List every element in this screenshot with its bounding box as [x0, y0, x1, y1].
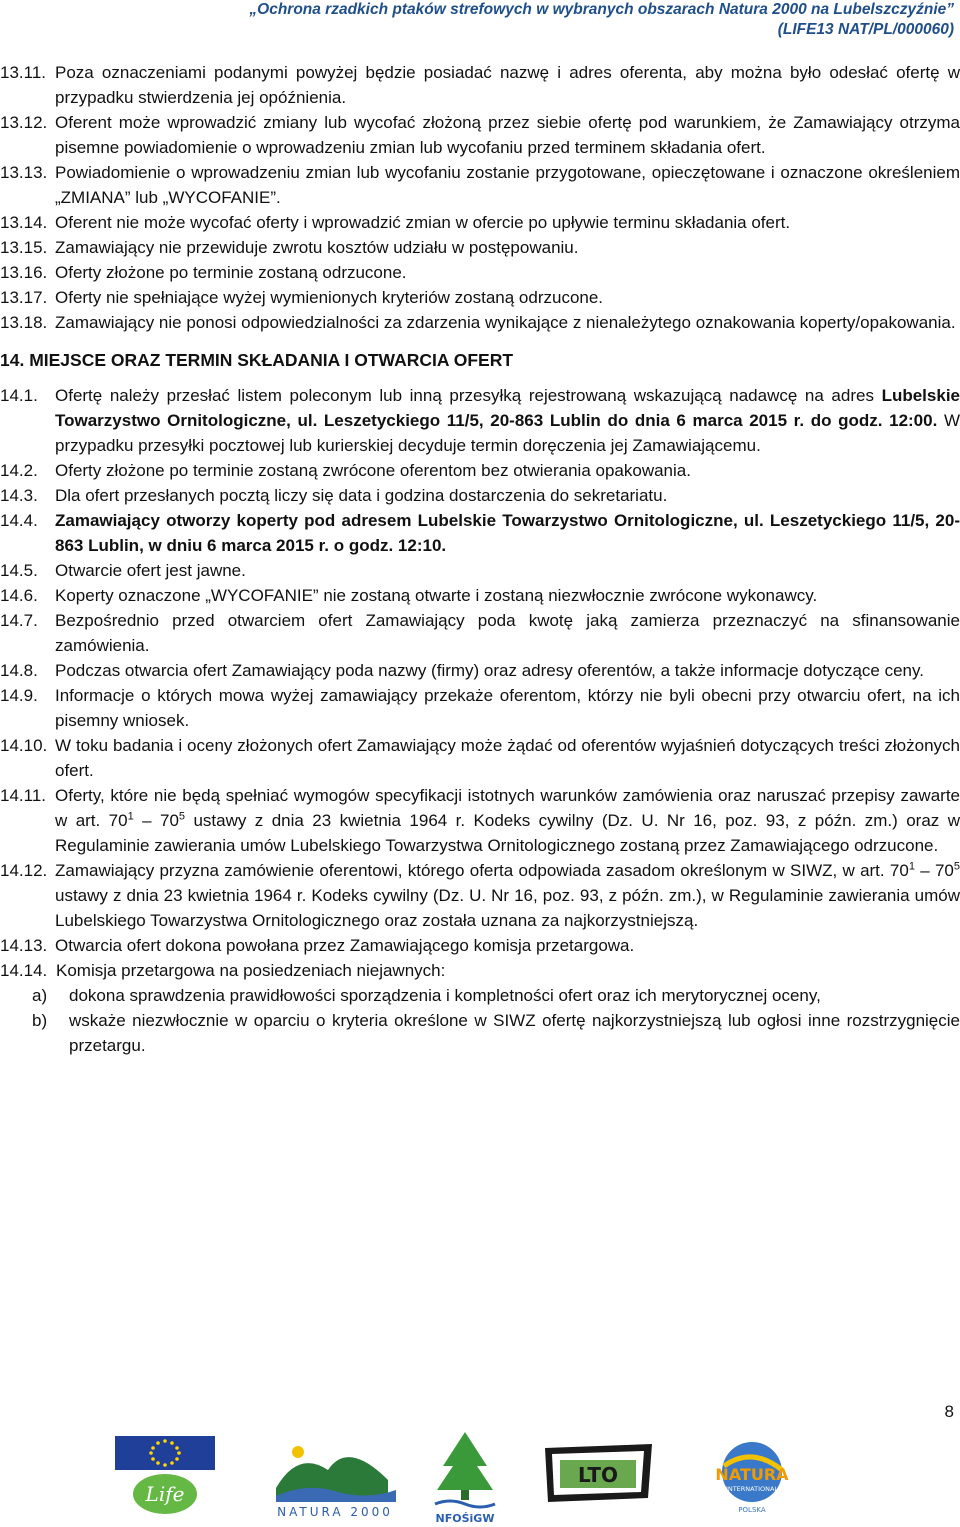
paragraph-number: 14.2.	[0, 461, 38, 480]
paragraph-13-18	[0, 310, 960, 335]
superscript: 1	[127, 810, 134, 823]
paragraph-number: 13.16.	[0, 263, 48, 282]
paragraph-number: 14.4.	[0, 511, 38, 530]
paragraph-text: Oferty złożone po terminie zostaną zwrócone oferentom bez otwierania opakowania.	[55, 461, 691, 480]
paragraph-text: Oferty nie spełniające wyżej wymienionych kryteriów zostaną odrzucone.	[55, 288, 604, 307]
paragraph-13-14	[0, 210, 960, 235]
lto-logo	[540, 1438, 660, 1508]
nfosigw-logo	[425, 1426, 505, 1526]
paragraph-text: Informacje o których mowa wyżej zamawiający przekaże oferentom, którzy nie byli obecni przy otwarciu ofert, na ich pisemny wniosek.	[55, 686, 960, 730]
paragraph-text: Zamawiający nie ponosi odpowiedzialności za zdarzenia wynikające z nienależytego oznakowania koperty/opakowania.	[55, 313, 956, 332]
paragraph-text: Dla ofert przesłanych pocztą liczy się data i godzina dostarczenia do sekretariatu.	[55, 486, 668, 505]
paragraph-13-12	[0, 110, 960, 160]
paragraph-number: 14.7.	[0, 611, 38, 630]
paragraph-text: Oferent nie może wycofać oferty i wprowadzić zmian w ofercie po upływie terminu składania ofert.	[55, 213, 791, 232]
paragraph-text	[50, 508, 960, 558]
paragraph-number: 13.15.	[0, 238, 48, 257]
document-header	[0, 0, 960, 40]
section-14-heading: 14. MIEJSCE ORAZ TERMIN SKŁADANIA I OTWARCIA OFERT	[0, 350, 514, 370]
paragraph-text	[50, 383, 960, 458]
paragraph-14-5	[0, 558, 960, 583]
paragraph-number: 13.11.	[0, 63, 47, 82]
paragraph-13-11	[0, 60, 960, 110]
paragraph-14-4	[0, 508, 960, 558]
paragraph-number: 13.18.	[0, 313, 48, 332]
paragraph-text: Podczas otwarcia ofert Zamawiający poda nazwy (firmy) oraz adresy oferentów, a także informacje dotyczące ceny.	[55, 661, 924, 680]
paragraph-text	[50, 783, 960, 858]
paragraph-text: Bezpośrednio przed otwarciem ofert Zamawiający poda kwotę jaką zamierza przeznaczyć na sfinansowanie zamówienia.	[55, 611, 960, 655]
paragraph-text-part: W przypadku przesyłki pocztowej lub kurierskiej decyduje termin doręczenia jej Zamawiającemu.	[55, 411, 960, 455]
paragraph-14-3	[0, 483, 960, 508]
paragraph-text-part: Ofertę należy przesłać listem poleconym lub inną przesyłką rejestrowaną wskazującą nadawcę na adres	[55, 386, 882, 405]
paragraph-text-part: ustawy z dnia 23 kwietnia 1964 r. Kodeks cywilny (Dz. U. Nr 16, poz. 93, z późn. zm.) oraz w Regulaminie zawierania umów Lubelskiego Towarzystwa Ornitologicznego zostaną przez Zamawiającego odrzucone.	[55, 811, 960, 855]
header-project-title: „Ochrona rzadkich ptaków strefowych w wybranych obszarach Natura 2000 na Lubelszczyźnie”	[249, 1, 954, 18]
list-marker: b)	[32, 1011, 48, 1030]
paragraph-13-16	[0, 260, 960, 285]
page-number: 8	[944, 1402, 954, 1421]
paragraph-14-10	[0, 733, 960, 783]
paragraph-13-13	[0, 160, 960, 210]
paragraph-13-17	[0, 285, 960, 310]
paragraph-text: Komisja przetargowa na posiedzeniach niejawnych:	[56, 961, 446, 980]
paragraph-number: 13.13.	[0, 163, 48, 182]
list-item-text: dokona sprawdzenia prawidłowości sporządzenia i kompletności ofert oraz ich merytorycznej oceny,	[69, 986, 821, 1005]
life-logo-text: Life	[145, 1482, 185, 1506]
paragraph-14-12	[0, 858, 960, 933]
paragraph-number: 14.3.	[0, 486, 38, 505]
paragraph-number: 14.12.	[0, 861, 48, 880]
paragraph-number: 14.8.	[0, 661, 38, 680]
paragraph-text: Otwarcia ofert dokona powołana przez Zamawiającego komisja przetargowa.	[55, 936, 635, 955]
paragraph-text-part: – 70	[914, 861, 954, 880]
paragraph-14-14	[0, 958, 960, 983]
paragraph-number: 13.17.	[0, 288, 48, 307]
paragraph-number: 14.13.	[0, 936, 48, 955]
paragraph-number: 14.11.	[0, 786, 47, 805]
superscript: 1	[908, 860, 915, 873]
natura-int-sub-text: INTERNATIONAL	[725, 1485, 779, 1493]
paragraph-number: 14.6.	[0, 586, 38, 605]
natura-2000-logo	[268, 1430, 403, 1522]
paragraph-text: Koperty oznaczone „WYCOFANIE” nie zostaną otwarte i zostaną niezwłocznie zwrócone wykonawcy.	[55, 586, 818, 605]
paragraph-number: 13.14.	[0, 213, 48, 232]
paragraph-text: Otwarcie ofert jest jawne.	[55, 561, 246, 580]
list-item-b	[0, 1008, 960, 1058]
paragraph-text-part: Zamawiający przyzna zamówienie oferentowi, którego oferta odpowiada zasadom określonym w SIWZ, w art. 70	[55, 861, 909, 880]
paragraph-number: 14.5.	[0, 561, 38, 580]
paragraph-text	[50, 858, 960, 933]
paragraph-14-1	[0, 383, 960, 458]
list-item-a	[0, 983, 960, 1008]
paragraph-14-2	[0, 458, 960, 483]
paragraph-14-8	[0, 658, 960, 683]
footer-logos	[0, 1420, 960, 1527]
natura-international-logo	[700, 1436, 805, 1516]
opening-address-bold: Zamawiający otworzy koperty pod adresem Lubelskie Towarzystwo Ornitologiczne, ul. Leszetyckiego 11/5, 20-863 Lublin, w dniu 6 marca 2015 r. o godz. 12:10.	[55, 511, 960, 555]
paragraph-number: 14.10.	[0, 736, 48, 755]
paragraph-14-7	[0, 608, 960, 658]
lto-text: LTO	[577, 1463, 619, 1487]
paragraph-text-part: – 70	[133, 811, 179, 830]
paragraph-14-11	[0, 783, 960, 858]
nfosigw-text: NFOŚiGW	[435, 1512, 495, 1525]
paragraph-14-9	[0, 683, 960, 733]
natura-int-text: NATURA	[715, 1465, 789, 1484]
paragraph-13-15	[0, 235, 960, 260]
delivery-address-bold: Lubelskie Towarzystwo Ornitologiczne, ul. Leszetyckiego 11/5, 20-863 Lublin do dnia 6 marca 2015 r. do godz. 12:00.	[55, 386, 960, 430]
paragraph-text: Powiadomienie o wprowadzeniu zmian lub wycofaniu zostanie przygotowane, opieczętowane i oznaczone określeniem „ZMIANA” lub „WYCOFANIE”.	[55, 163, 960, 207]
superscript: 5	[178, 810, 186, 823]
natura-int-country-text: POLSKA	[738, 1506, 766, 1514]
list-marker: a)	[32, 986, 48, 1005]
superscript: 5	[953, 860, 960, 873]
paragraph-text-part: ustawy z dnia 23 kwietnia 1964 r. Kodeks cywilny (Dz. U. Nr 16, poz. 93, z późn. zm.), w Regulaminie zawierania umów Lubelskiego Towarzystwa Ornitologicznego oraz została uznana za najkorzystniejszą.	[55, 886, 960, 930]
paragraph-14-6	[0, 583, 960, 608]
paragraph-text: Poza oznaczeniami podanymi powyżej będzie posiadać nazwę i adres oferenta, aby można było odesłać ofertę w przypadku stwierdzenia jej opóźnienia.	[55, 63, 960, 107]
paragraph-number: 14.14.	[0, 961, 48, 980]
paragraph-number: 13.12.	[0, 113, 48, 132]
document-body	[0, 60, 960, 1058]
eu-life-logo	[105, 1432, 225, 1522]
paragraph-number: 14.9.	[0, 686, 38, 705]
list-item-text: wskaże niezwłocznie w oparciu o kryteria określone w SIWZ ofertę najkorzystniejszą lub ogłosi inne rozstrzygnięcie przetargu.	[69, 1011, 960, 1055]
paragraph-text: Oferent może wprowadzić zmiany lub wycofać złożoną przez siebie ofertę pod warunkiem, że Zamawiający otrzyma pisemne powiadomienie o wprowadzeniu zmian lub wycofaniu przed terminem składania ofert.	[55, 113, 960, 157]
paragraph-text: Zamawiający nie przewiduje zwrotu kosztów udziału w postępowaniu.	[55, 238, 579, 257]
paragraph-14-13	[0, 933, 960, 958]
paragraph-text: Oferty złożone po terminie zostaną odrzucone.	[55, 263, 407, 282]
natura-2000-text: NATURA 2000	[277, 1505, 393, 1519]
paragraph-text: W toku badania i oceny złożonych ofert Zamawiający może żądać od oferentów wyjaśnień dotyczących treści złożonych ofert.	[55, 736, 960, 780]
paragraph-number: 14.1.	[0, 386, 38, 405]
paragraph-text-part: Oferty, które nie będą spełniać wymogów specyfikacji istotnych warunków zamówienia oraz naruszać przepisy zawarte w art. 70	[55, 786, 960, 830]
header-project-code: (LIFE13 NAT/PL/000060)	[777, 21, 954, 38]
